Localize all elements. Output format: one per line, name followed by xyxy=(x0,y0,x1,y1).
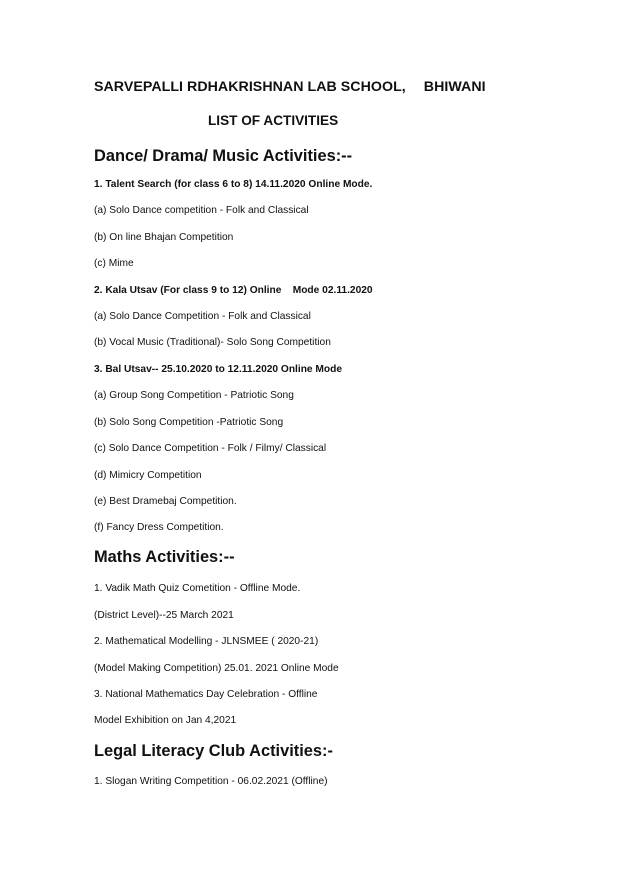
kala-item-b: (b) Vocal Music (Traditional)- Solo Song Competition xyxy=(94,337,331,348)
bal-item-c: (c) Solo Dance Competition - Folk / Filmy/ Classical xyxy=(94,443,327,454)
bal-item-d: (d) Mimicry Competition xyxy=(94,470,202,481)
maths-item-3: 2. Mathematical Modelling - JLNSMEE ( 2020-21) xyxy=(94,636,319,647)
legal-heading: Legal Literacy Club Activities:- xyxy=(94,742,333,760)
list-title: LIST OF ACTIVITIES xyxy=(208,113,339,128)
maths-item-5: 3. National Mathematics Day Celebration - Offline xyxy=(94,689,318,700)
school-city: BHIWANI xyxy=(423,79,486,95)
legal-item-1: 1. Slogan Writing Competition - 06.02.2021 (Offline) xyxy=(94,776,328,787)
bal-item-f: (f) Fancy Dress Competition. xyxy=(94,522,224,533)
bal-item-e: (e) Best Dramebaj Competition. xyxy=(94,496,237,507)
maths-heading: Maths Activities:-- xyxy=(94,548,235,566)
maths-item-1: 1. Vadik Math Quiz Cometition - Offline Mode. xyxy=(94,583,301,594)
talent-search-title: 1. Talent Search (for class 6 to 8) 14.11.2020 Online Mode. xyxy=(94,179,373,190)
bal-item-a: (a) Group Song Competition - Patriotic Song xyxy=(94,390,294,401)
kala-utsav-title: 2. Kala Utsav (For class 9 to 12) Online Mode 02.11.2020 xyxy=(94,285,373,296)
kala-item-a: (a) Solo Dance Competition - Folk and Classical xyxy=(94,311,311,322)
maths-item-4: (Model Making Competition) 25.01. 2021 Online Mode xyxy=(94,663,339,674)
talent-item-b: (b) On line Bhajan Competition xyxy=(94,232,234,243)
bal-utsav-title: 3. Bal Utsav-- 25.10.2020 to 12.11.2020 Online Mode xyxy=(94,364,343,375)
school-title xyxy=(94,80,486,94)
talent-item-c: (c) Mime xyxy=(94,258,134,269)
dance-heading: Dance/ Drama/ Music Activities:-- xyxy=(94,147,353,165)
maths-item-2: (District Level)--25 March 2021 xyxy=(94,610,234,621)
school-name: SARVEPALLI RDHAKRISHNAN LAB SCHOOL, xyxy=(94,79,406,95)
maths-item-6: Model Exhibition on Jan 4,2021 xyxy=(94,715,237,726)
talent-item-a: (a) Solo Dance competition - Folk and Classical xyxy=(94,205,309,216)
bal-item-b: (b) Solo Song Competition -Patriotic Song xyxy=(94,417,284,428)
